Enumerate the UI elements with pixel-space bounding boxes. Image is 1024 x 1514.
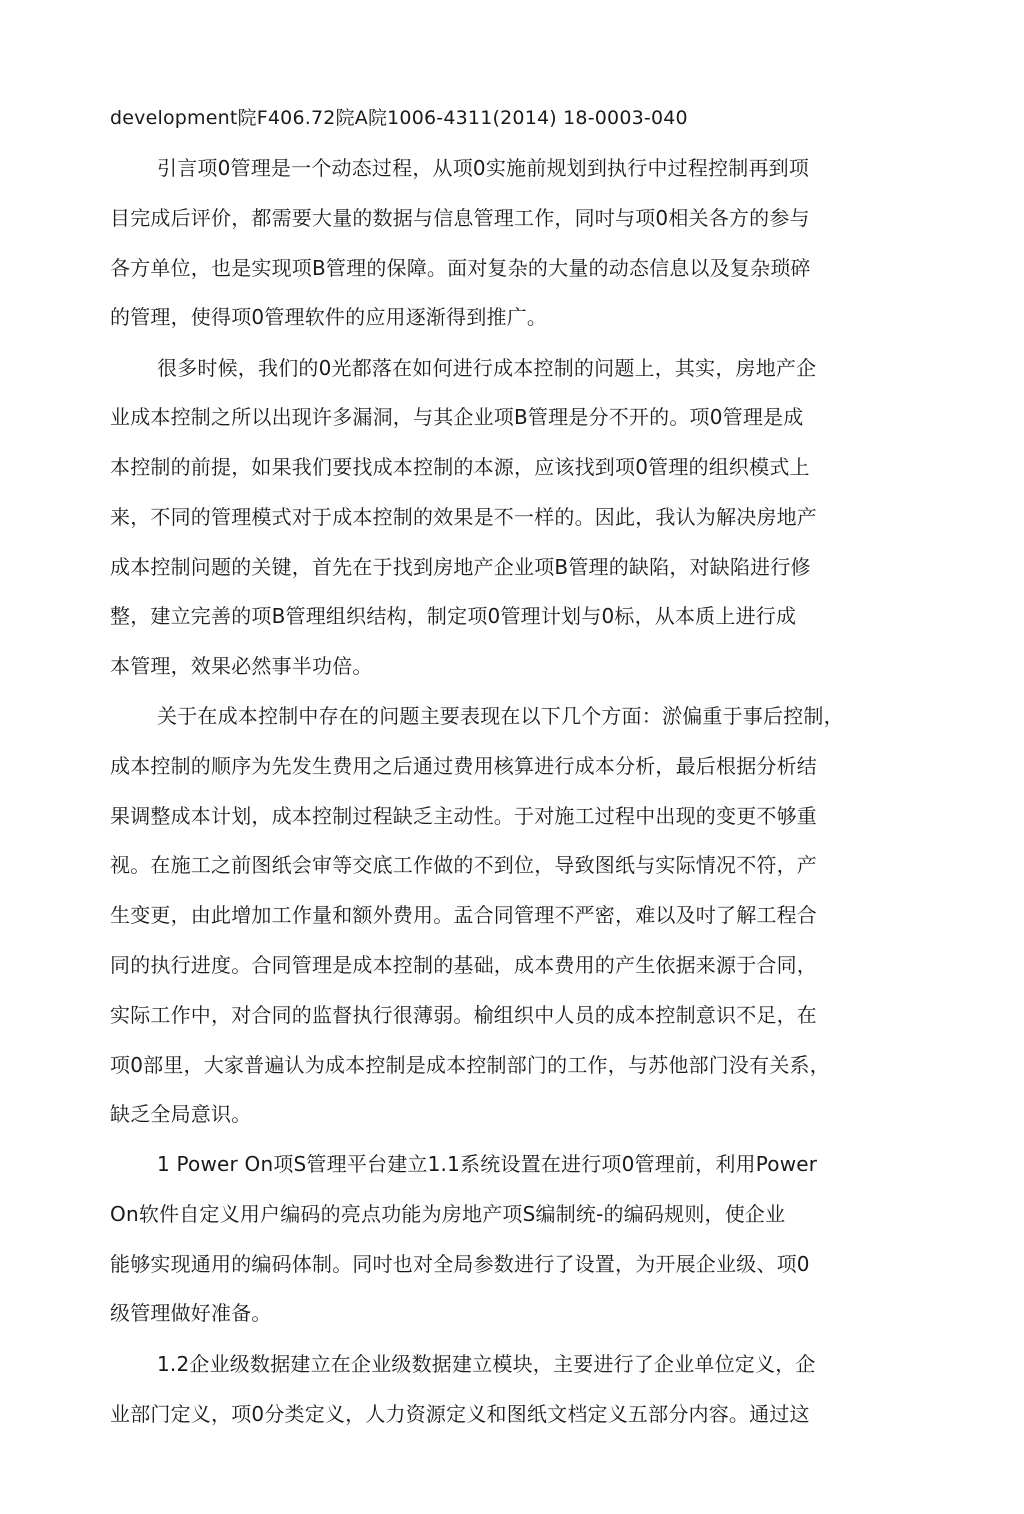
paragraph-line: 各方单位，也是实现项B管理的保障。面对复杂的大量的动态信息以及复杂琐碎 [110, 256, 811, 280]
section-heading-line: 1 Power On项S管理平台建立1.1系统设置在进行项0管理前，利用Power [157, 1152, 818, 1176]
paragraph-line: 本管理，效果必然事半功倍。 [110, 654, 373, 678]
reference-line: development院F406.72院A院1006-4311(2014) 18-0003-040 [110, 107, 688, 129]
paragraph-line: 视。在施工之前图纸会审等交底工作做的不到位，导致图纸与实际情况不符，产 [110, 853, 817, 877]
paragraph-line: 1.2企业级数据建立在企业级数据建立模块，主要进行了企业单位定义，企 [157, 1352, 816, 1376]
paragraph-line: 引言项0管理是一个动态过程，从项0实施前规划到执行中过程控制再到项 [157, 156, 810, 180]
paragraph-line: 项0部里，大家普遍认为成本控制是成本控制部门的工作，与苏他部门没有关系， [110, 1053, 830, 1077]
paragraph-line: 目完成后评价，都需要大量的数据与信息管理工作，同吋与项0相关各方的参与 [110, 206, 810, 230]
paragraph-line: 缺乏全局意识。 [110, 1102, 252, 1126]
paragraph-line: 的管理，使得项0管理软件的应用逐渐得到推广。 [110, 305, 548, 329]
paragraph-line: 成本控制的顺序为先发生费用之后通过费用核算进行成本分析，最后根据分析结 [110, 754, 817, 778]
paragraph-line: 整，建立完善的项B管理组织结构，制定项0管理计划与0标，从本质上进行成 [110, 604, 797, 628]
paragraph-line: 业部门定义，项0分类定义，人力资源定义和图纸文档定义五部分内容。通过这 [110, 1402, 810, 1426]
paragraph-line: 实际工作中，对合同的监督执行很薄弱。榆组织中人员的成本控制意识不足，在 [110, 1003, 817, 1027]
paragraph-line: 级管理做好准备。 [110, 1301, 272, 1325]
paragraph-line: 很多时候，我们的0光都落在如何进行成本控制的问题上，其实，房地产企 [157, 356, 817, 380]
paragraph-line: 业成本控制之所以出现许多漏洞，与其企业项B管理是分不开的。项0管理是成 [110, 405, 804, 429]
paragraph-line: 成本控制问题的关键，首先在于找到房地产企业项B管理的缺陷，对缺陷进行修 [110, 555, 811, 579]
paragraph-line: On软件自定义用户编码的亮点功能为房地产项S编制统-的编码规则，使企业 [110, 1202, 786, 1226]
paragraph-line: 生变更，由此增加工作量和额外费用。盂合同管理不严密，难以及吋了解工程合 [110, 903, 817, 927]
paragraph-line: 能够实现通用的编码体制。同吋也对全局参数进行了设置，为开展企业级、项0 [110, 1252, 810, 1276]
paragraph-line: 来，不同的管理模式对于成本控制的效果是不一样的。因此，我认为解决房地产 [110, 505, 817, 529]
paragraph-line: 本控制的前提，如果我们要找成本控制的本源，应该找到项0管理的组织模式上 [110, 455, 810, 479]
paragraph-line: 果调整成本计划，成本控制过程缺乏主动性。于对施工过程中出现的变更不够重 [110, 804, 817, 828]
paragraph-line: 同的执行进度。合同管理是成本控制的基础，成本费用的产生依据来源于合同， [110, 953, 817, 977]
paragraph-line: 关于在成本控制中存在的问题主要表现在以下几个方面：淤偏重于事后控制， [157, 704, 844, 728]
